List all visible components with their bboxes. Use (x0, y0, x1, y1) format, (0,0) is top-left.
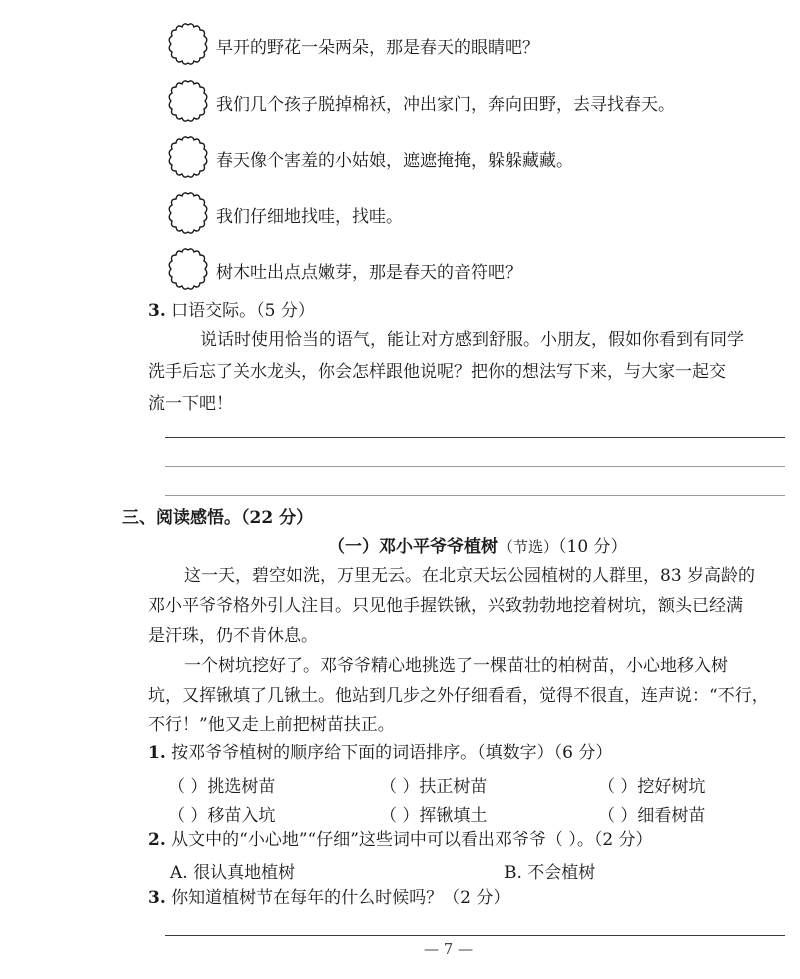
q1-item-5[interactable]: （ ）挥锹填土 (380, 806, 488, 826)
q1-number: 1. (148, 743, 166, 763)
flower-box-2[interactable] (166, 79, 210, 123)
q1-item-6[interactable]: （ ）细看树苗 (598, 806, 706, 826)
paragraph2-line-1: 一个树坑挖好了。邓爷爷精心地挑选了一棵苗壮的柏树苗，小心地移入树 (184, 656, 728, 676)
q3-oral-line-1: 说话时使用恰当的语气，能让对方感到舒服。小朋友，假如你看到有同学 (200, 330, 744, 350)
flower-box-1[interactable] (166, 22, 210, 66)
q2-option-a[interactable]: A. 很认真地植树 (170, 863, 296, 883)
paragraph1-line-3: 是汗珠，仍不肯休息。 (148, 626, 318, 646)
flower-outline-icon (166, 247, 210, 291)
q3-oral-heading (148, 299, 315, 323)
q2-number: 2. (148, 830, 166, 850)
flower-outline-icon (166, 79, 210, 123)
paragraph2-line-3: 不行！”他又走上前把树苗扶正。 (148, 715, 395, 735)
answer-line-2[interactable] (165, 466, 785, 467)
section3-heading: 三、阅读感悟。（22 分） (122, 508, 314, 528)
q3-oral-line-2: 洗手后忘了关水龙头，你会怎样跟他说呢？把你的想法写下来，与大家一起交 (148, 362, 726, 382)
q2-row (148, 828, 653, 852)
q1-row (148, 741, 612, 765)
answer-line-4[interactable] (165, 935, 785, 936)
q1-text: 按邓爷爷植树的顺序给下面的词语排序。（填数字）（6 分） (171, 743, 613, 763)
flower-box-5[interactable] (166, 247, 210, 291)
flower-outline-icon (166, 135, 210, 179)
q2-option-b[interactable]: B. 不会植树 (504, 863, 596, 883)
flower-outline-icon (166, 22, 210, 66)
passage-note: （节选） (498, 538, 559, 556)
flower-outline-icon (166, 191, 210, 235)
passage-score: （10 分） (558, 537, 628, 557)
q1-item-3[interactable]: （ ）挖好树坑 (598, 777, 706, 797)
q1-item-2[interactable]: （ ）扶正树苗 (380, 777, 488, 797)
flower-sentence-2: 我们几个孩子脱掉棉袄，冲出家门，奔向田野，去寻找春天。 (216, 95, 675, 115)
paragraph1-line-2: 邓小平爷爷格外引人注目。只见他手握铁锹，兴致勃勃地挖着树坑，额头已经满 (148, 596, 743, 616)
passage-title-row (328, 535, 628, 559)
q1-item-1[interactable]: （ ）挑选树苗 (168, 777, 276, 797)
q1-item-4[interactable]: （ ）移苗入坑 (168, 806, 276, 826)
flower-box-3[interactable] (166, 135, 210, 179)
q3-oral-number: 3. (148, 301, 166, 321)
flower-sentence-4: 我们仔细地找哇，找哇。 (216, 207, 403, 227)
page-number: — 7 — (424, 940, 474, 958)
flower-sentence-1: 早开的野花一朵两朵，那是春天的眼睛吧？ (216, 38, 539, 58)
q3-tree-text: 你知道植树节在每年的什么时候吗？（2 分） (171, 888, 511, 908)
flower-sentence-5: 树木吐出点点嫩芽，那是春天的音符吧？ (216, 263, 522, 283)
flower-sentence-3: 春天像个害羞的小姑娘，遮遮掩掩，躲躲藏藏。 (216, 151, 573, 171)
q3-oral-title: 口语交际。（5 分） (171, 301, 315, 321)
paragraph1-line-1: 这一天，碧空如洗，万里无云。在北京天坛公园植树的人群里，83 岁高龄的 (184, 566, 756, 586)
answer-line-1[interactable] (165, 437, 785, 438)
q2-text: 从文中的“小心地”“仔细”这些词中可以看出邓爷爷（ ）。（2 分） (171, 830, 653, 850)
q3-tree-number: 3. (148, 888, 166, 908)
answer-line-3[interactable] (165, 495, 785, 496)
flower-box-4[interactable] (166, 191, 210, 235)
paragraph2-line-2: 坑，又挥锹填了几锹土。他站到几步之外仔细看看，觉得不很直，连声说：“不行， (148, 686, 769, 706)
passage-title: （一）邓小平爷爷植树 (328, 537, 498, 557)
q3-tree-row (148, 886, 510, 910)
q3-oral-line-3: 流一下吧！ (148, 394, 233, 414)
